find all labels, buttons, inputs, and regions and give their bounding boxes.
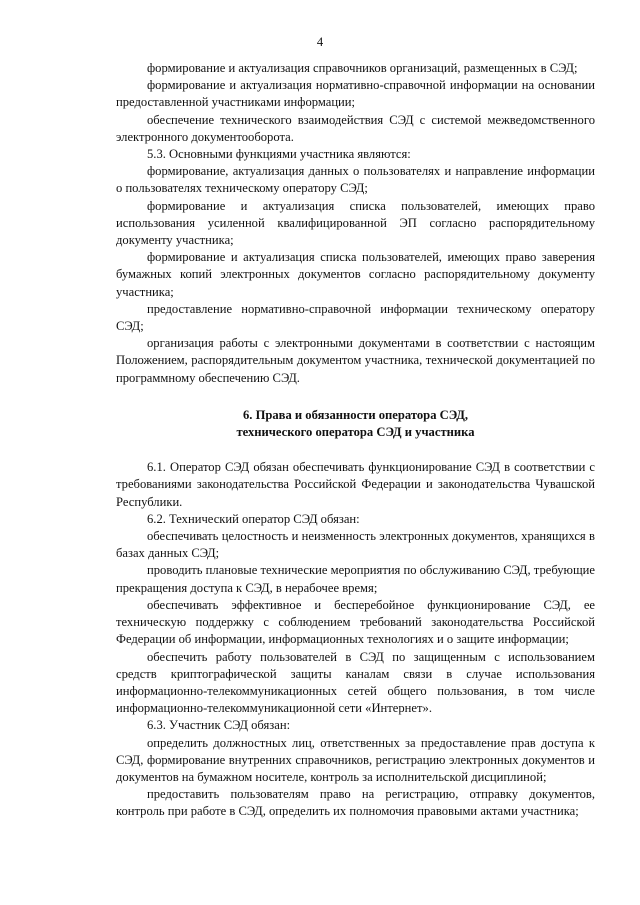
paragraph: обеспечить работу пользователей в СЭД по защищенным с использованием средств криптографической защиты каналам связи в случае использования информационно-телекоммуникационных сетей общего пользования, в том числе информационно-телекоммуникационной сети «Интернет».: [116, 649, 595, 716]
document-body: [116, 60, 595, 821]
section-heading-line1: 6. Права и обязанности оператора СЭД,: [242, 407, 469, 422]
clause-6-3: 6.3. Участник СЭД обязан:: [147, 718, 291, 733]
section-heading: [116, 407, 595, 441]
clause-6-1: 6.1. Оператор СЭД обязан обеспечивать функционирование СЭД в соответствии с требованиями законодательства Российской Федерации и законодательства Чувашской Республики.: [116, 460, 595, 509]
page-number: 4: [316, 35, 324, 49]
paragraph: предоставление нормативно-справочной информации техническому оператору СЭД;: [116, 301, 595, 334]
paragraph: обеспечивать целостность и неизменность электронных документов, хранящихся в базах данных СЭД;: [116, 529, 595, 561]
paragraph: обеспечивать эффективное и бесперебойное функционирование СЭД, ее техническую поддержку с соблюдением требований законодательства Российской Федерации об информации, информационных технологиях и о защите информации;: [116, 597, 595, 647]
paragraph: формирование и актуализация списка пользователей, имеющих право заверения бумажных копий электронных документов согласно распорядительному документу участника;: [116, 250, 595, 299]
paragraph: предоставить пользователям право на регистрацию, отправку документов, контроль при работе в СЭД, определить их полномочия правовыми актами участника;: [116, 787, 595, 819]
paragraph: организация работы с электронными документами в соответствии с настоящим Положением, распорядительным документом участника, технической документацией по программному обеспечению СЭД.: [116, 336, 595, 385]
paragraph: проводить плановые технические мероприятия по обслуживанию СЭД, требующие прекращения доступа к СЭД, в нерабочее время;: [116, 563, 595, 595]
paragraph: формирование, актуализация данных о пользователях и направление информации о пользователях техническому оператору СЭД;: [116, 164, 595, 196]
paragraph: формирование и актуализация нормативно-справочной информации на основании предоставленной участниками информации;: [116, 78, 595, 110]
paragraph: обеспечение технического взаимодействия СЭД с системой межведомственного электронного документооборота.: [116, 112, 595, 144]
paragraph: определить должностных лиц, ответственных за предоставление прав доступа к СЭД, формирование внутренних справочников, регистрацию электронных документов и документов на бумажном носителе, контроль за исполнительской дисциплиной;: [116, 735, 595, 784]
clause-6-2: 6.2. Технический оператор СЭД обязан:: [147, 511, 360, 526]
section-heading-line2: технического оператора СЭД и участника: [236, 425, 475, 440]
paragraph: формирование и актуализация списка пользователей, имеющих право использования усиленной квалифицированной ЭП согласно распорядительному документу участника;: [116, 198, 595, 248]
clause-5-3: 5.3. Основными функциями участника являются:: [147, 147, 411, 162]
paragraph: формирование и актуализация справочников организаций, размещенных в СЭД;: [147, 61, 578, 75]
